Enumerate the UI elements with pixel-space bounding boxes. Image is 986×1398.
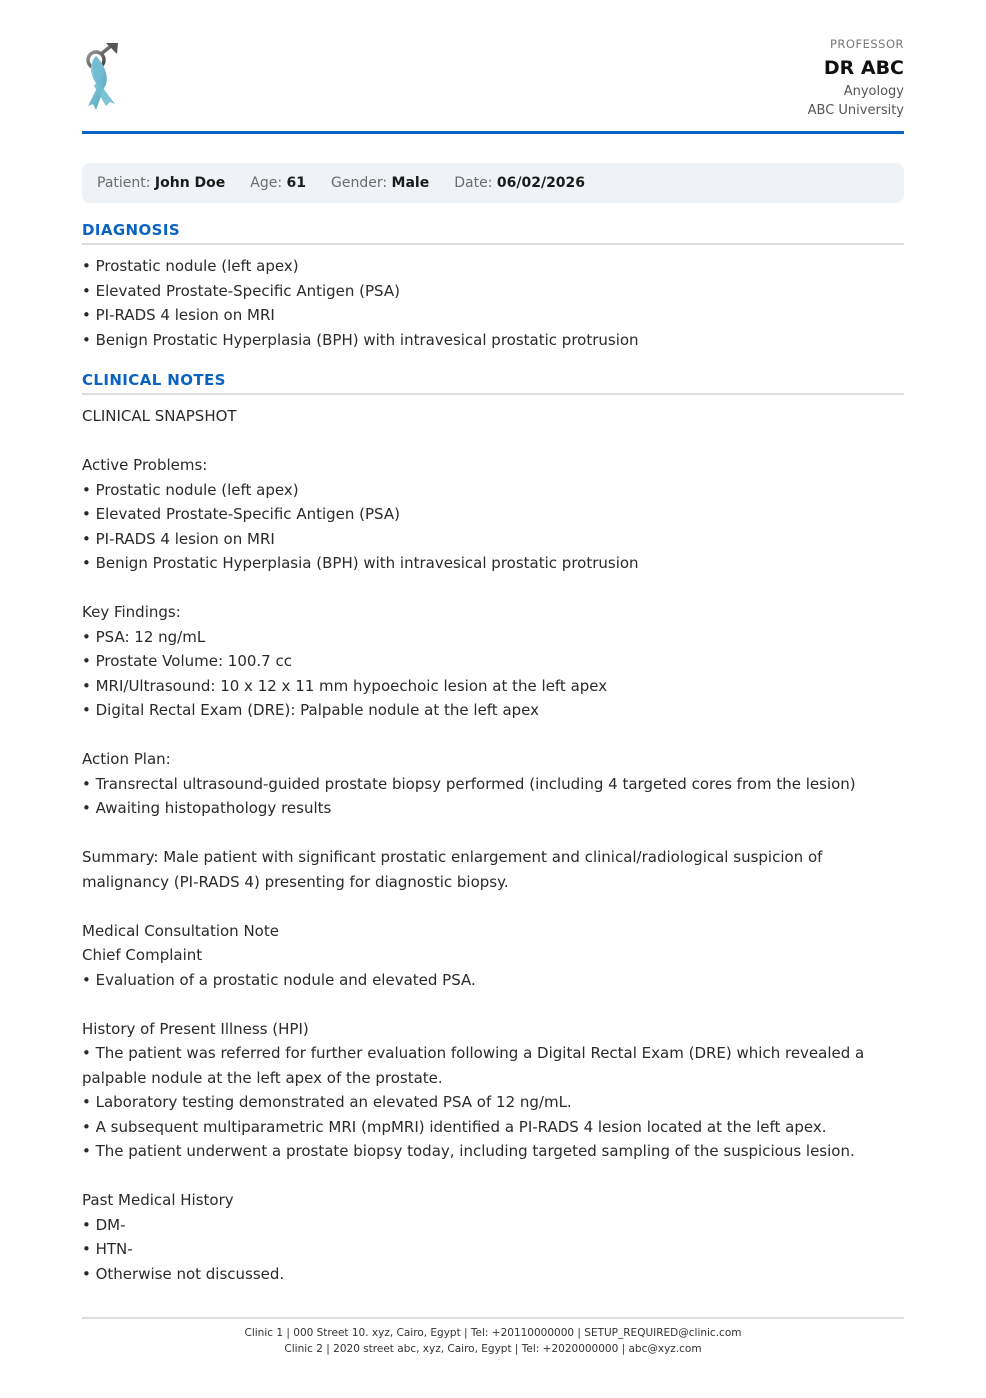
- note-line: • Elevated Prostate-Specific Antigen (PSA): [82, 505, 400, 523]
- note-line: CLINICAL SNAPSHOT: [82, 407, 237, 425]
- clinical-notes-section: [82, 371, 904, 1286]
- note-line: • Otherwise not discussed.: [82, 1264, 285, 1283]
- note-line: Key Findings:: [82, 603, 181, 621]
- clinical-notes-heading: CLINICAL NOTES: [82, 371, 904, 395]
- note-line: Summary: Male patient with significant prostatic enlargement and clinical/radiological suspicion of malignancy (PI-RADS 4) presenting for diagnostic biopsy.: [82, 848, 823, 891]
- note-line: • Evaluation of a prostatic nodule and elevated PSA.: [82, 970, 476, 989]
- note-line: • Prostatic nodule (left apex): [82, 480, 299, 499]
- diagnosis-item: • Benign Prostatic Hyperplasia (BPH) with intravesical prostatic protrusion: [82, 330, 639, 349]
- clinic-1-address: Clinic 1 | 000 Street 10. xyz, Cairo, Egypt | Tel: +20110000000 | SETUP_REQUIRED@clinic.com: [244, 1327, 742, 1339]
- diagnosis-heading: DIAGNOSIS: [82, 221, 904, 245]
- diagnosis-item: • Elevated Prostate-Specific Antigen (PSA): [82, 281, 400, 300]
- patient-age-value: 61: [286, 175, 307, 191]
- patient-gender-value: Male: [391, 175, 430, 191]
- patient-name-field: [97, 175, 225, 191]
- note-line: • DM-: [82, 1215, 126, 1234]
- note-line: Chief Complaint: [82, 946, 203, 964]
- clinic-footer: [82, 1317, 904, 1357]
- patient-name-label: Patient:: [97, 175, 151, 191]
- note-line: • Prostate Volume: 100.7 cc: [82, 652, 292, 670]
- doctor-institution: ABC University: [807, 103, 904, 118]
- note-line: • Laboratory testing demonstrated an elevated PSA of 12 ng/mL.: [82, 1093, 572, 1111]
- note-line: • The patient underwent a prostate biopsy today, including targeted sampling of the suspicious lesion.: [82, 1142, 855, 1160]
- prescription-page: [82, 0, 904, 1355]
- note-line: • PI-RADS 4 lesion on MRI: [82, 529, 275, 548]
- doctor-specialty: Anyology: [843, 84, 904, 99]
- doctor-title: PROFESSOR: [830, 37, 904, 51]
- note-line: • Awaiting histopathology results: [82, 799, 332, 817]
- note-line: • MRI/Ultrasound: 10 x 12 x 11 mm hypoechoic lesion at the left apex: [82, 676, 608, 695]
- clinical-notes-body: [82, 404, 904, 1286]
- note-line: [82, 894, 904, 919]
- patient-name-value: John Doe: [154, 175, 226, 191]
- note-line: • The patient was referred for further evaluation following a Digital Rectal Exam (DRE) which revealed a palpable nodule at the left apex of the prostate.: [82, 1044, 865, 1087]
- awareness-ribbon-male-symbol-icon: [82, 42, 122, 112]
- note-line: History of Present Illness (HPI): [82, 1019, 309, 1038]
- doctor-name: DR ABC: [823, 57, 904, 79]
- patient-age-label: Age:: [250, 175, 283, 191]
- note-line: • Digital Rectal Exam (DRE): Palpable nodule at the left apex: [82, 701, 540, 719]
- patient-info-bar: [82, 163, 904, 203]
- diagnosis-section: [82, 221, 904, 352]
- patient-age-field: [250, 175, 306, 191]
- patient-gender-field: [331, 175, 429, 191]
- note-line: [82, 1164, 904, 1189]
- diagnosis-item: • PI-RADS 4 lesion on MRI: [82, 306, 275, 324]
- visit-date-field: [454, 175, 585, 191]
- patient-gender-label: Gender:: [331, 175, 388, 191]
- diagnosis-list: [82, 254, 904, 352]
- note-line: • Transrectal ultrasound-guided prostate biopsy performed (including 4 targeted cores from the lesion): [82, 774, 856, 793]
- note-line: Past Medical History: [82, 1191, 234, 1209]
- note-line: Medical Consultation Note: [82, 921, 279, 940]
- note-line: • Benign Prostatic Hyperplasia (BPH) with intravesical prostatic protrusion: [82, 554, 639, 572]
- note-line: [82, 576, 904, 601]
- doctor-info: [808, 36, 904, 120]
- diagnosis-item: • Prostatic nodule (left apex): [82, 257, 299, 275]
- note-line: • A subsequent multiparametric MRI (mpMRI) identified a PI-RADS 4 lesion located at the left apex.: [82, 1117, 827, 1136]
- note-line: • HTN-: [82, 1240, 133, 1258]
- clinic-2-address: Clinic 2 | 2020 street abc, xyz, Cairo, Egypt | Tel: +2020000000 | abc@xyz.com: [284, 1343, 702, 1355]
- note-line: Action Plan:: [82, 750, 171, 768]
- visit-date-value: 06/02/2026: [496, 175, 586, 191]
- note-line: • PSA: 12 ng/mL: [82, 627, 206, 646]
- letterhead: [82, 0, 904, 134]
- note-line: Active Problems:: [82, 456, 208, 474]
- note-line: [82, 992, 904, 1017]
- note-line: [82, 821, 904, 846]
- note-line: [82, 723, 904, 748]
- note-line: [82, 429, 904, 454]
- visit-date-label: Date:: [454, 175, 493, 191]
